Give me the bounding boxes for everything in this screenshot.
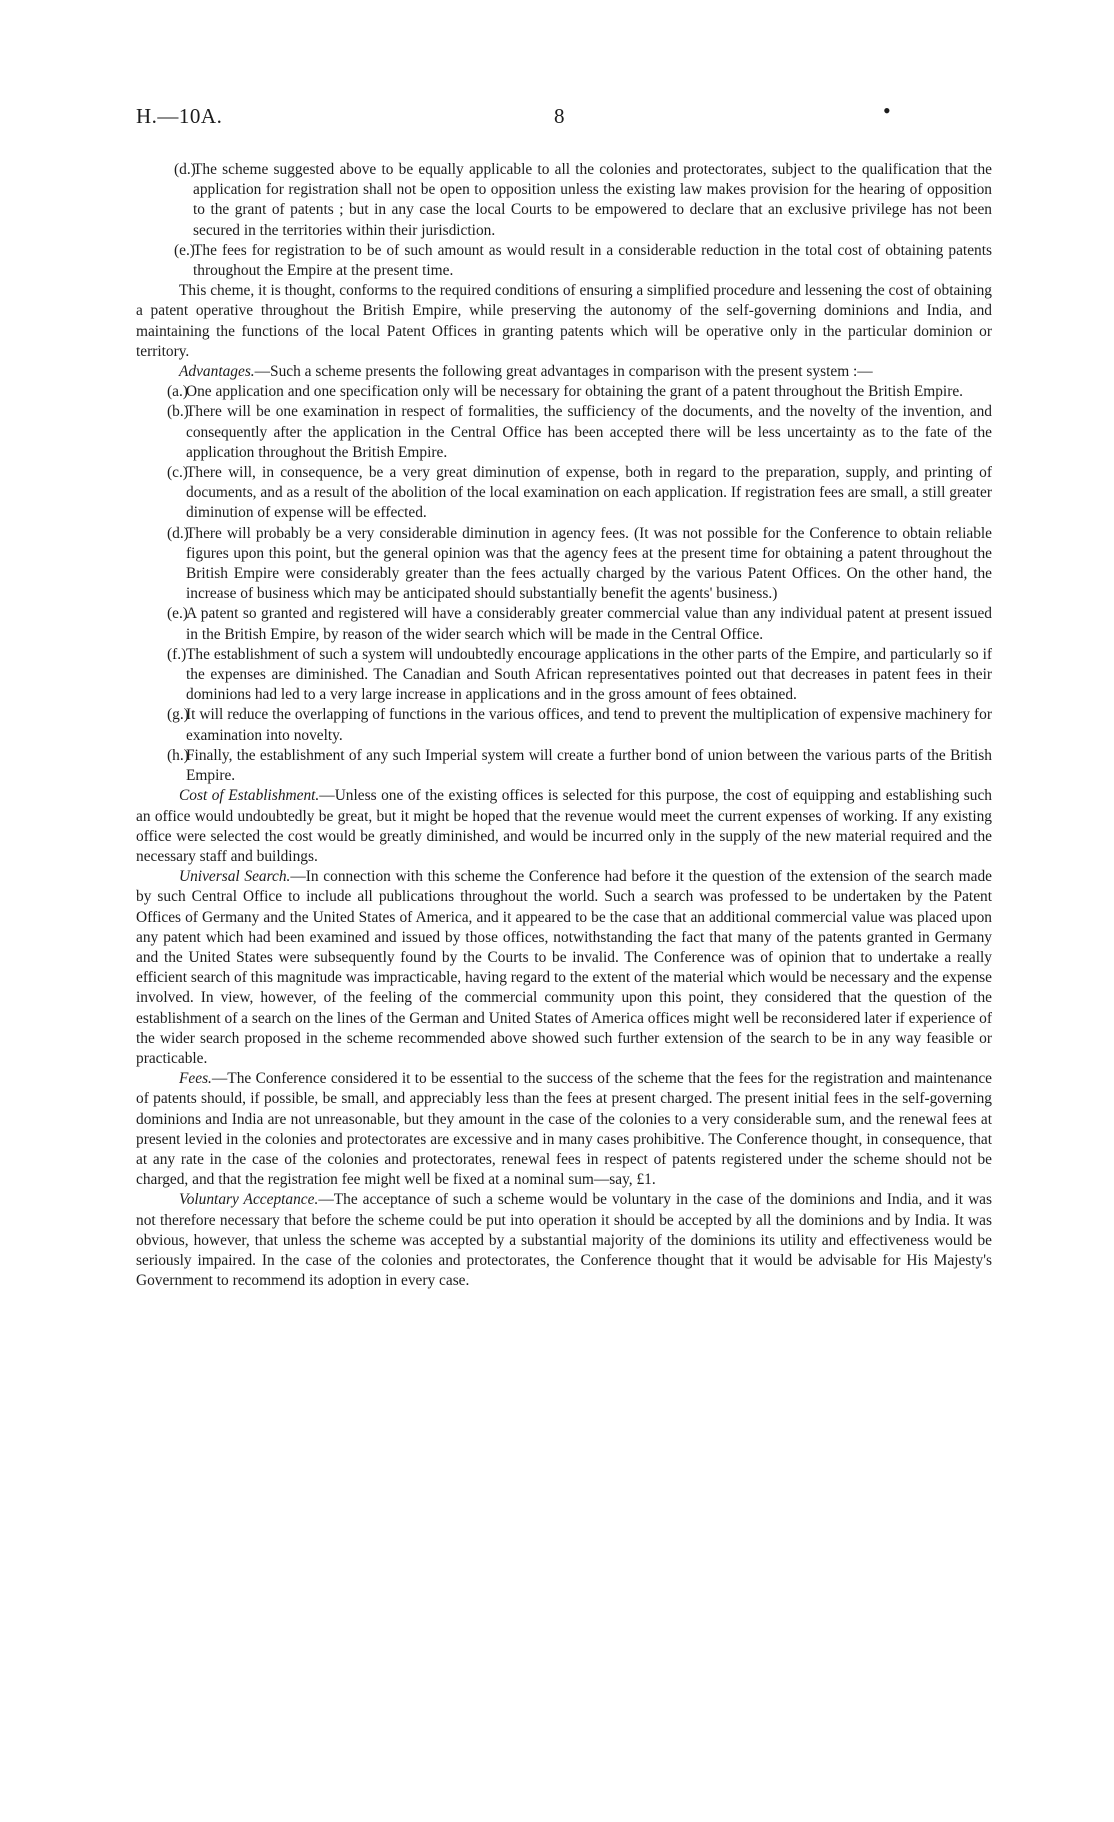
paragraph-text: —The acceptance of such a scheme would be voluntary in the case of the dominions and India, and it was not therefore necessary that before the scheme could be put into operation it should be accepted by all the dominions and by India. It was obvious, however, that unless the scheme was accepted by a substantial majority of the dominions its utility and effectiveness would be seriously impaired. In the case of the colonies and protectorates, the Conference thought that it would be advisable for His Majesty's Government to recommend its adoption in every case. [136,1191,992,1290]
list-item [136,645,992,706]
paragraph-text: —Such a scheme presents the following great advantages in comparison with the present system :— [254,363,873,381]
page-mark: • [883,98,891,123]
list-item [136,705,992,745]
list-item [136,463,992,524]
universal-search-paragraph [136,867,992,1069]
item-label: (a.) [167,383,188,401]
section-heading: Fees. [179,1070,212,1088]
paragraph-text: —Unless one of the existing offices is selected for this purpose, the cost of equipping and establishing such an office would undoubtedly be great, but it might be hoped that the revenue would meet the current expenses of working. If any existing office were selected the cost would be greatly diminished, and would be incurred only in the supply of the new material required and the necessary staff and buildings. [136,787,993,865]
page-number: 8 [554,104,565,128]
item-label: (e.) [167,605,188,623]
list-item [136,382,992,402]
section-heading: Cost of Establishment. [179,787,320,805]
item-label: (h.) [167,746,189,764]
item-text: There will, in consequence, be a very great diminution of expense, both in regard to the preparation, supply, and printing of documents, and as a result of the abolition of the local examination on each application. If registration fees are small, a still greater diminution of expense will be effected. [186,464,992,522]
advantages-paragraph [136,362,992,382]
item-label: (b.) [167,403,189,421]
item-label: (d.) [174,161,196,178]
item-text: Finally, the establishment of any such Imperial system will create a further bond of union between the various parts of the British Empire. [186,746,992,785]
list-item [136,160,992,241]
item-text: The scheme suggested above to be equally applicable to all the colonies and protectorates, subject to the qualification that the application for registration shall not be open to opposition unless the existing law makes provision for the hearing of opposition to the grant of patents ; but in any case the local Courts to be empowered to declare that an exclusive privilege has not been secured in the territories within their jurisdiction. [193,161,992,239]
item-text: The establishment of such a system will undoubtedly encourage applications in the other parts of the Empire, and particularly so if the expenses are diminished. The Canadian and South African representatives pointed out that decreases in patent fees in their dominions had led to a very large increase in applications and in the gross amount of fees obtained. [186,645,992,704]
list-item [136,746,992,786]
item-label: (g.) [167,706,189,724]
section-heading: Voluntary Acceptance. [179,1191,319,1209]
fees-paragraph [136,1069,992,1190]
document-reference: H.—10A. [136,104,223,128]
list-item [136,402,992,463]
item-label: (c.) [167,464,188,482]
item-label: (d.) [167,524,189,542]
item-text: The fees for registration to be of such amount as would result in a considerable reduction in the total cost of obtaining patents throughout the Empire at the present time. [193,241,992,280]
cost-paragraph [136,786,992,867]
list-item [136,241,992,281]
section-heading: Advantages. [179,363,255,381]
list-item [136,524,992,605]
list-item [136,604,992,644]
document-body [136,160,992,1291]
item-text: A patent so granted and registered will have a considerably greater commercial value than any individual patent at present issued in the British Empire, by reason of the wider search which will be made in the Central Office. [186,605,992,643]
item-label: (f.) [167,645,187,663]
section-heading: Universal Search. [179,868,291,886]
voluntary-acceptance-paragraph [136,1190,992,1291]
paragraph-text: —In connection with this scheme the Conference had before it the question of the extension of the search made by such Central Office to include all publications throughout the world. Such a search was professed to be undertaken by the Patent Offices of Germany and the United States of America, and it appeared to be the case that an additional commercial value was placed upon any patent which had been examined and issued by those offices, notwithstanding the fact that many of the patents granted in Germany and the United States were subsequently found by the Courts to be invalid. The Conference was of opinion that to undertake a really efficient search of this magnitude was impracticable, having regard to the extent of the material which would be necessary and the expense involved. In view, however, of the feeling of the commercial community upon this point, they considered that the question of the establishment of a search on the lines of the German and United States of America offices might well be reconsidered later if experience of the wider search proposed in the scheme recommended above showed such further extension of the search to be in any way feasible or practicable. [136,868,992,1067]
scheme-paragraph: This cheme, it is thought, conforms to the required conditions of ensuring a simplified procedure and lessening the cost of obtaining a patent operative throughout the British Empire, while preserving the autonomy of the self-governing dominions and India, and maintaining the functions of the local Patent Offices in granting patents which will be operative only in the particular dominion or territory. [136,282,992,360]
item-text: There will probably be a very considerable diminution in agency fees. (It was not possible for the Conference to obtain reliable figures upon this point, but the general opinion was that the agency fees at the present time for obtaining a patent throughout the British Empire were considerably greater than the fees actually charged by the various Patent Offices. On the other hand, the increase of business which may be anticipated should substantially benefit the agents' business.) [186,524,992,603]
item-text: There will be one examination in respect of formalities, the sufficiency of the documents, and the novelty of the invention, and consequently after the application in the Central Office has been accepted there will be less uncertainty as to the fate of the application throughout the British Empire. [186,403,992,461]
paragraph-text: —The Conference considered it to be essential to the success of the scheme that the fees for the registration and maintenance of patents should, if possible, be small, and appreciably less than the fees at present charged. The present initial fees in the self-governing dominions and India are not unreasonable, but they amount in the case of the colonies to a very considerable sum, and the renewal fees at present levied in the colonies and protectorates are excessive and in many cases prohibitive. The Conference thought, in consequence, that at any rate in the case of the colonies and protectorates, renewal fees in respect of patents registered under the scheme should not be charged, and that the registration fee might well be fixed at a nominal sum—say, £1. [136,1070,992,1189]
item-label: (e.) [174,241,195,259]
item-text: One application and one specification only will be necessary for obtaining the grant of a patent throughout the British Empire. [186,383,964,401]
item-text: It will reduce the overlapping of functions in the various offices, and tend to prevent the multiplication of expensive machinery for examination into novelty. [186,706,992,744]
